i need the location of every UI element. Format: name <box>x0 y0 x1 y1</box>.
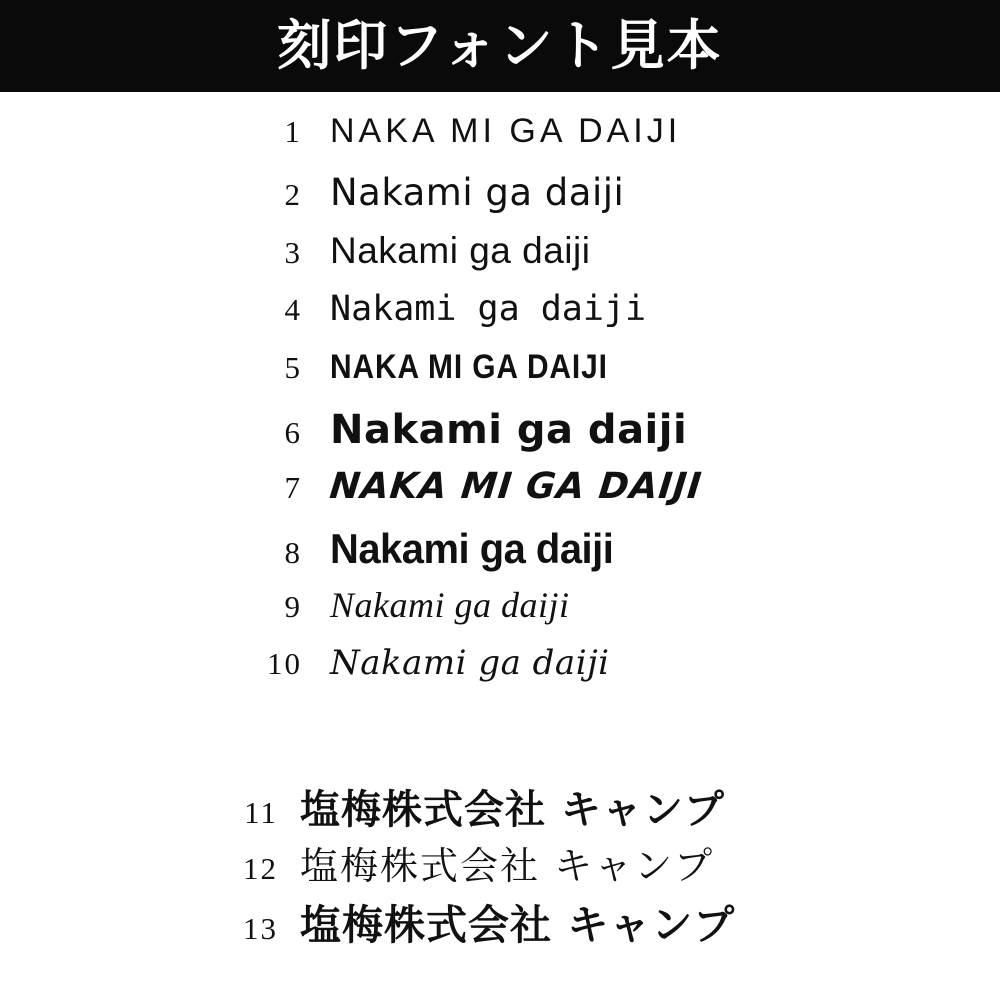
font-sample-row-12 <box>0 835 1000 892</box>
font-sample-text: 塩梅株式会社 キャンプ <box>300 901 736 949</box>
font-sample-row-13 <box>0 892 1000 949</box>
font-sample-number: 13 <box>243 911 278 946</box>
font-sample-text: 塩梅株式会社 キャンプ <box>300 844 715 888</box>
latin-font-sample-list <box>0 112 1000 702</box>
font-sample-row-9 <box>0 584 1000 643</box>
font-sample-number: 11 <box>244 795 278 830</box>
font-sample-text: Nakami ga daiji <box>330 171 625 214</box>
font-sample-row-2 <box>0 171 1000 230</box>
font-sample-text: NAKA MI GA DAIJI <box>327 466 705 507</box>
font-sample-text: 塩梅株式会社 キャンプ <box>300 787 725 833</box>
font-sample-number: 6 <box>284 415 302 450</box>
font-sample-text: Nakami ga daiji <box>330 525 614 572</box>
title-bar <box>0 0 1000 92</box>
font-sample-row-11 <box>0 778 1000 835</box>
font-sample-number: 4 <box>284 292 302 327</box>
font-sample-text: Nakami ga daiji <box>330 407 688 453</box>
font-sample-text: NAKA MI GA DAIJI <box>330 348 608 386</box>
font-sample-number: 5 <box>284 350 302 385</box>
font-sample-row-1 <box>0 112 1000 171</box>
font-sample-text: Nakami ga daiji <box>330 230 591 271</box>
font-sample-row-10 <box>0 643 1000 702</box>
font-sample-row-8 <box>0 525 1000 584</box>
font-sample-number: 3 <box>284 235 302 270</box>
font-sample-number: 2 <box>284 177 302 212</box>
page-title: 刻印フォント見本 <box>277 14 723 77</box>
font-sample-number: 12 <box>243 851 278 886</box>
font-sample-row-5 <box>0 348 1000 407</box>
font-sample-number: 7 <box>284 470 302 505</box>
font-sample-text: NAKA MI GA DAIJI <box>330 112 682 150</box>
font-sample-row-6 <box>0 407 1000 466</box>
font-sample-number: 9 <box>284 589 302 624</box>
font-sample-number: 1 <box>284 114 302 149</box>
font-sample-number: 10 <box>267 646 302 681</box>
font-sample-row-7 <box>0 466 1000 525</box>
font-sample-text: Nakami ga daiji <box>330 643 610 683</box>
font-sample-number: 8 <box>284 535 302 570</box>
font-sample-row-3 <box>0 230 1000 289</box>
font-sample-row-4 <box>0 289 1000 348</box>
font-sample-text: Nakami ga daiji <box>330 289 647 329</box>
japanese-font-sample-list <box>0 778 1000 949</box>
font-sample-text: Nakami ga daiji <box>330 585 570 625</box>
